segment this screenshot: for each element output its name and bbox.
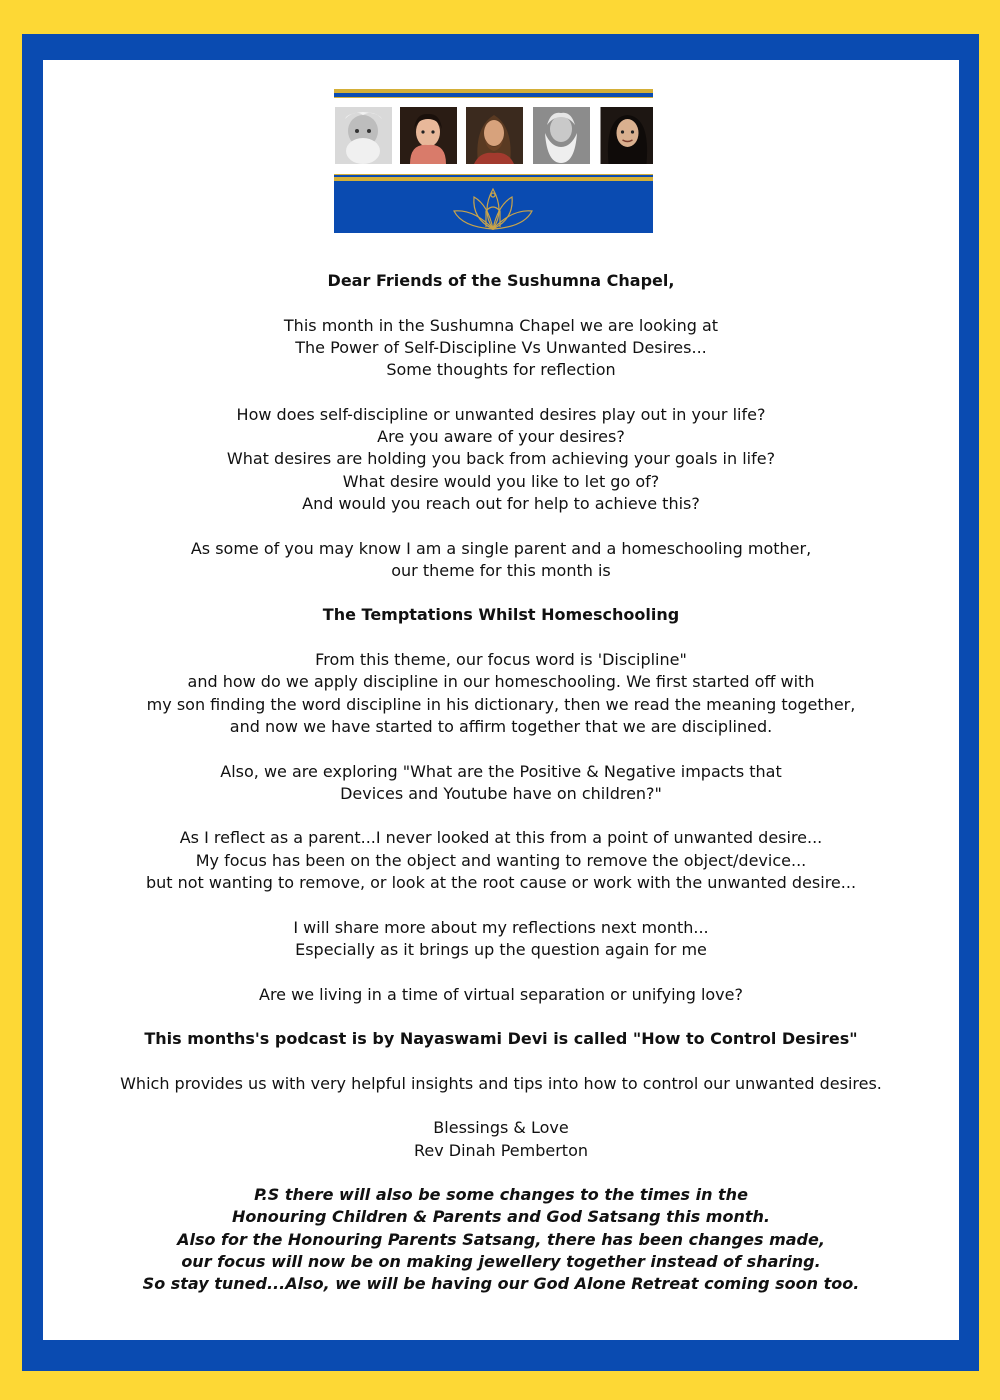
postscript xyxy=(43,1184,959,1295)
intro-line: This month in the Sushumna Chapel we are looking at xyxy=(283,315,719,335)
ps-line: Also for the Honouring Parents Satsang, there has been changes made, xyxy=(177,1229,825,1249)
theme-intro-line: our theme for this month is xyxy=(391,560,611,580)
gold-rule-top xyxy=(334,89,653,93)
share-line: I will share more about my reflections next month... xyxy=(293,917,709,937)
greeting: Dear Friends of the Sushumna Chapel, xyxy=(327,271,675,290)
intro-paragraph xyxy=(43,315,959,382)
share-paragraph xyxy=(43,917,959,962)
focus-paragraph xyxy=(43,649,959,738)
intro-line: Some thoughts for reflection xyxy=(386,360,616,380)
focus-line: From this theme, our focus word is 'Discipline" xyxy=(315,650,687,670)
focus-line: my son finding the word discipline in his dictionary, then we read the meaning together, xyxy=(146,694,856,714)
portrait-jesus-icon xyxy=(466,107,523,164)
signoff-block xyxy=(43,1117,959,1162)
portrait-elder-bearded-icon xyxy=(335,107,392,164)
question-line: What desires are holding you back from achieving your goals in life? xyxy=(226,449,776,469)
question-line: What desire would you like to let go of? xyxy=(342,471,660,491)
reflection-line: but not wanting to remove, or look at the root cause or work with the unwanted desire... xyxy=(145,873,857,893)
reflection-questions xyxy=(43,404,959,515)
signoff: Blessings & Love xyxy=(433,1118,569,1138)
signature: Rev Dinah Pemberton xyxy=(413,1140,589,1160)
intro-line: The Power of Self-Discipline Vs Unwanted Desires... xyxy=(295,337,707,357)
love-question: Are we living in a time of virtual separation or unifying love? xyxy=(259,984,743,1004)
letter-body xyxy=(43,270,959,1296)
ps-line: So stay tuned...Also, we will be having our God Alone Retreat coming soon too. xyxy=(142,1274,860,1294)
exploring-paragraph xyxy=(43,761,959,806)
portrait-long-hair-yogi-icon xyxy=(599,107,653,164)
question-line: Are you aware of your desires? xyxy=(377,427,625,447)
header-banner xyxy=(334,89,653,233)
exploring-line: Also, we are exploring "What are the Positive & Negative impacts that xyxy=(220,761,782,781)
theme-intro xyxy=(43,538,959,583)
question-line: How does self-discipline or unwanted desires play out in your life? xyxy=(236,404,766,424)
focus-line: and now we have started to affirm together that we are disciplined. xyxy=(229,716,773,736)
ps-line: Honouring Children & Parents and God Satsang this month. xyxy=(232,1207,770,1227)
portrait-sage-white-beard-icon xyxy=(533,107,590,164)
podcast-description: Which provides us with very helpful insights and tips into how to control our unwanted desires. xyxy=(120,1073,882,1093)
theme-title: The Temptations Whilst Homeschooling xyxy=(322,605,680,625)
share-line: Especially as it brings up the question again for me xyxy=(295,939,707,959)
focus-line: and how do we apply discipline in our homeschooling. We first started off with xyxy=(187,672,815,692)
theme-intro-line: As some of you may know I am a single parent and a homeschooling mother, xyxy=(190,538,812,558)
reflection-line: My focus has been on the object and wanting to remove the object/device... xyxy=(195,850,807,870)
reflection-line: As I reflect as a parent...I never looked at this from a point of unwanted desire... xyxy=(179,828,823,848)
exploring-line: Devices and Youtube have on children?" xyxy=(340,783,662,803)
question-line: And would you reach out for help to achieve this? xyxy=(302,493,700,513)
ps-line: our focus will now be on making jewellery together instead of sharing. xyxy=(181,1252,821,1272)
portrait-woman-icon xyxy=(400,107,457,164)
parent-reflection xyxy=(43,827,959,894)
gold-rule-bottom-thin xyxy=(334,174,653,175)
podcast-announcement: This months's podcast is by Nayaswami Devi is called "How to Control Desires" xyxy=(144,1029,858,1049)
lotus-icon xyxy=(448,181,538,231)
ps-line: P.S there will also be some changes to the times in the xyxy=(254,1185,748,1205)
